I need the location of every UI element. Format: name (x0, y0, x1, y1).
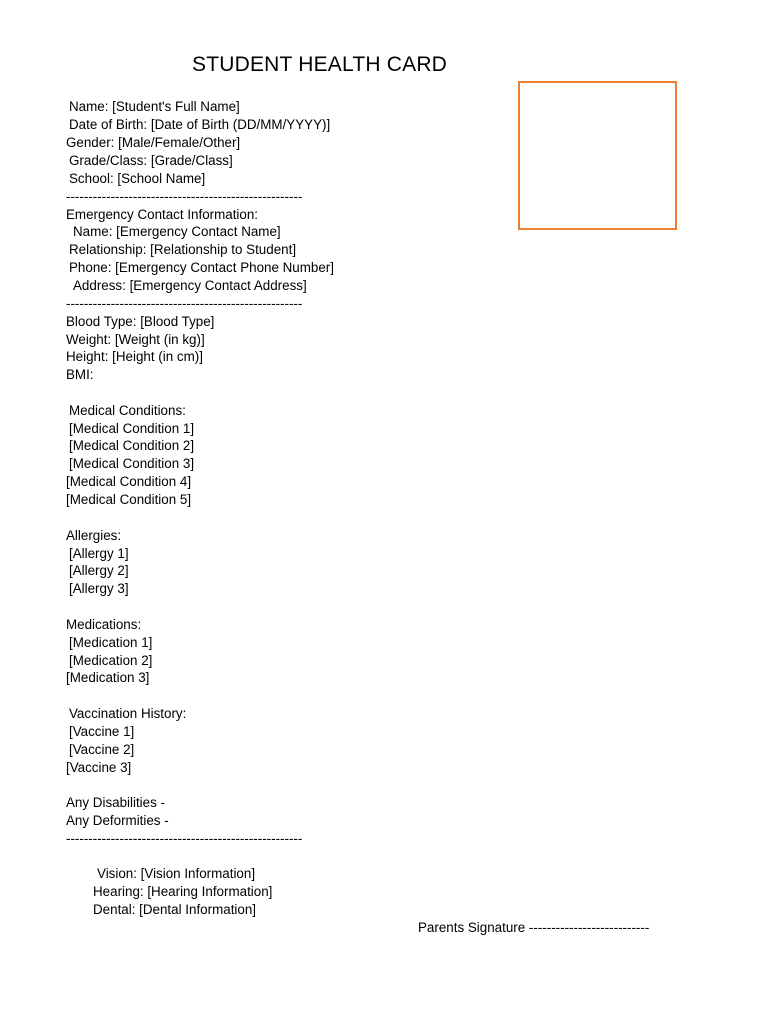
medication-item: [Medication 2] (69, 653, 153, 668)
emergency-address: Address: [Emergency Contact Address] (73, 278, 307, 293)
photo-box (518, 81, 677, 230)
student-name: Name: [Student's Full Name] (69, 99, 240, 114)
medical-condition-item: [Medical Condition 3] (69, 456, 195, 471)
medical-condition-item: [Medical Condition 1] (69, 421, 195, 436)
emergency-name: Name: [Emergency Contact Name] (73, 224, 281, 239)
allergies-heading: Allergies: (66, 528, 122, 543)
deformities: Any Deformities - (66, 813, 169, 828)
emergency-relationship: Relationship: [Relationship to Student] (69, 242, 297, 257)
allergy-item: [Allergy 1] (69, 546, 129, 561)
emergency-phone: Phone: [Emergency Contact Phone Number] (69, 260, 334, 275)
allergy-item: [Allergy 3] (69, 581, 129, 596)
disabilities: Any Disabilities - (66, 795, 165, 810)
student-gender: Gender: [Male/Female/Other] (66, 135, 241, 150)
blood-type: Blood Type: [Blood Type] (66, 314, 215, 329)
medication-item: [Medication 3] (66, 670, 150, 685)
weight: Weight: [Weight (in kg)] (66, 332, 205, 347)
student-dob: Date of Birth: [Date of Birth (DD/MM/YYYY)] (69, 117, 331, 132)
vision: Vision: [Vision Information] (97, 866, 256, 881)
medical-conditions-heading: Medical Conditions: (69, 403, 186, 418)
hearing: Hearing: [Hearing Information] (93, 884, 273, 899)
separator-3: ----------------------------------------------------- (66, 831, 303, 846)
dental: Dental: [Dental Information] (93, 902, 257, 917)
page-title: STUDENT HEALTH CARD (192, 53, 448, 76)
separator-1: ----------------------------------------------------- (66, 189, 303, 204)
student-school: School: [School Name] (69, 171, 206, 186)
medications-heading: Medications: (66, 617, 142, 632)
vaccination-heading: Vaccination History: (69, 706, 187, 721)
vaccine-item: [Vaccine 1] (69, 724, 135, 739)
medical-condition-item: [Medical Condition 4] (66, 474, 192, 489)
vaccine-item: [Vaccine 3] (66, 760, 132, 775)
medical-condition-item: [Medical Condition 5] (66, 492, 192, 507)
bmi: BMI: (66, 367, 94, 382)
vaccine-item: [Vaccine 2] (69, 742, 135, 757)
emergency-heading: Emergency Contact Information: (66, 207, 259, 222)
parents-signature: Parents Signature --------------------------- (418, 920, 650, 935)
student-grade: Grade/Class: [Grade/Class] (69, 153, 233, 168)
height: Height: [Height (in cm)] (66, 349, 203, 364)
separator-2: ----------------------------------------------------- (66, 296, 303, 311)
medical-condition-item: [Medical Condition 2] (69, 438, 195, 453)
medication-item: [Medication 1] (69, 635, 153, 650)
allergy-item: [Allergy 2] (69, 563, 129, 578)
